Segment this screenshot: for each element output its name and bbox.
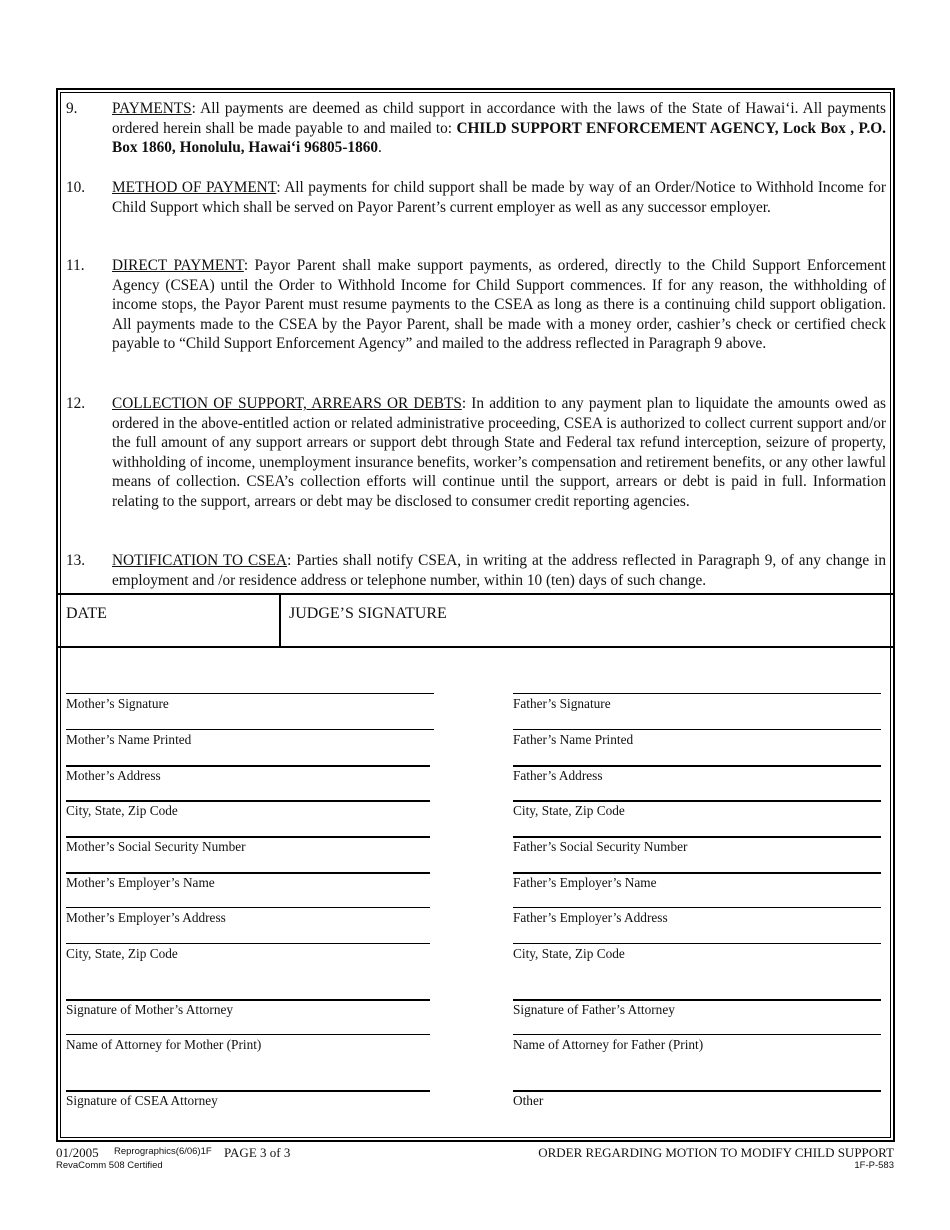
signature-label: Signature of Mother’s Attorney [66, 1002, 234, 1017]
signature-label: Mother’s Employer’s Name [66, 875, 215, 890]
signature-label: Father’s Employer’s Name [513, 875, 657, 890]
paragraph-heading: NOTIFICATION TO CSEA [112, 552, 288, 569]
paragraph-text: : Payor Parent shall make support payments, as ordered, directly to the Child Support Enforcement Agency (CSEA) until the Order to Withhold Income for Child Support commences. If for any reason, the withholding of income stops, the Payor Parent must resume payments to the CSEA as long as there is a continuing child support obligation. All payments made to the CSEA by the Payor Parent, shall be made with a money order, cashier’s check or certified check payable to “Child Support Enforcement Agency” and mailed to the address reflected in Paragraph 9 above. [112, 257, 886, 353]
signature-label: Father’s Address [513, 768, 603, 783]
signature-label: Father’s Name Printed [513, 732, 634, 747]
signature-label: City, State, Zip Code [513, 803, 625, 818]
form-border-inner [60, 92, 891, 1138]
paragraph-number: 13. [66, 552, 86, 569]
paragraph-text-end: . [378, 139, 382, 157]
divider [279, 594, 281, 648]
paragraph-number: 10. [66, 179, 86, 196]
paragraph-number: 11. [66, 257, 85, 274]
signature-label: Mother’s Employer’s Address [66, 910, 226, 925]
date-field[interactable]: DATE [66, 605, 107, 622]
paragraph-number: 12. [66, 395, 86, 412]
signature-label: Mother’s Social Security Number [66, 839, 246, 854]
paragraph-text: : All payments for child support shall be made by way of an Order/Notice to Withhold Income for Child Support which shall be served on Payor Parent’s current employer as well as any successor employer. [112, 179, 887, 216]
paragraph-body [112, 551, 886, 590]
paragraph-13 [66, 551, 886, 590]
signature-label: Name of Attorney for Father (Print) [513, 1037, 704, 1052]
footer-reprographics: Reprographics(6/06)1F [114, 1146, 212, 1157]
paragraph-11 [66, 256, 886, 354]
signature-label: Mother’s Name Printed [66, 732, 192, 747]
footer-page-number: PAGE 3 of 3 [224, 1145, 291, 1160]
signature-label: Other [513, 1093, 544, 1108]
signature-label: Father’s Signature [513, 696, 611, 711]
signature-label: Mother’s Address [66, 768, 161, 783]
paragraph-heading: DIRECT PAYMENT [112, 257, 244, 274]
paragraph-heading: METHOD OF PAYMENT [112, 179, 277, 196]
paragraph-text: : All payments are deemed as child support in accordance with the laws of the State of Hawai‘i. All payments ordered herein shall be made payable to and mailed to: [112, 100, 886, 137]
divider [58, 593, 893, 595]
paragraph-body [112, 256, 886, 354]
paragraph-9 [66, 99, 886, 158]
signature-label: City, State, Zip Code [513, 946, 625, 961]
signature-label: City, State, Zip Code [66, 946, 178, 961]
divider [58, 646, 893, 648]
paragraph-10 [66, 178, 886, 217]
footer-date-code: 01/2005 [56, 1145, 99, 1160]
paragraph-body [112, 394, 886, 512]
signature-label: Name of Attorney for Mother (Print) [66, 1037, 262, 1052]
footer-form-number: 1F-P-583 [854, 1160, 894, 1171]
form-border [56, 88, 895, 1142]
judge-signature-field[interactable]: JUDGE’S SIGNATURE [289, 605, 447, 622]
footer-certification: RevaComm 508 Certified [56, 1160, 163, 1171]
signature-label: Father’s Employer’s Address [513, 910, 668, 925]
payment-address: CHILD SUPPORT ENFORCEMENT AGENCY, Lock Box , P.O. Box 1860, Honolulu, Hawai‘i 96805-1860 [112, 119, 886, 157]
signature-label: Signature of CSEA Attorney [66, 1093, 218, 1108]
paragraph-text: : Parties shall notify CSEA, in writing at the address reflected in Paragraph 9, of any change in employment and /or residence address or telephone number, within 10 (ten) days of such change. [112, 552, 887, 589]
signature-label: Signature of Father’s Attorney [513, 1002, 675, 1017]
paragraph-body [112, 178, 886, 217]
paragraph-heading: COLLECTION OF SUPPORT, ARREARS OR DEBTS [112, 395, 462, 412]
paragraph-text: : In addition to any payment plan to liquidate the amounts owed as ordered in the above-entitled action or related administrative proceeding, CSEA is authorized to collect current support and/or the full amount of any support arrears or support debt through State and Federal tax refund interception, seizure of property, withholding of income, unemployment insurance benefits, worker’s compensation and retirement benefits, or any other lawful means of collection. CSEA’s collection efforts will continue until the support, arrears or debt is paid in full. Information relating to the support, arrears or debt may be disclosed to consumer credit reporting agencies. [112, 395, 886, 510]
paragraph-12 [66, 394, 886, 512]
paragraph-number: 9. [66, 100, 78, 117]
signature-label: City, State, Zip Code [66, 803, 178, 818]
paragraph-body [112, 99, 886, 158]
signature-label: Father’s Social Security Number [513, 839, 688, 854]
footer-form-title: ORDER REGARDING MOTION TO MODIFY CHILD SUPPORT [538, 1145, 894, 1160]
paragraph-heading: PAYMENTS [112, 100, 192, 117]
signature-label: Mother’s Signature [66, 696, 169, 711]
